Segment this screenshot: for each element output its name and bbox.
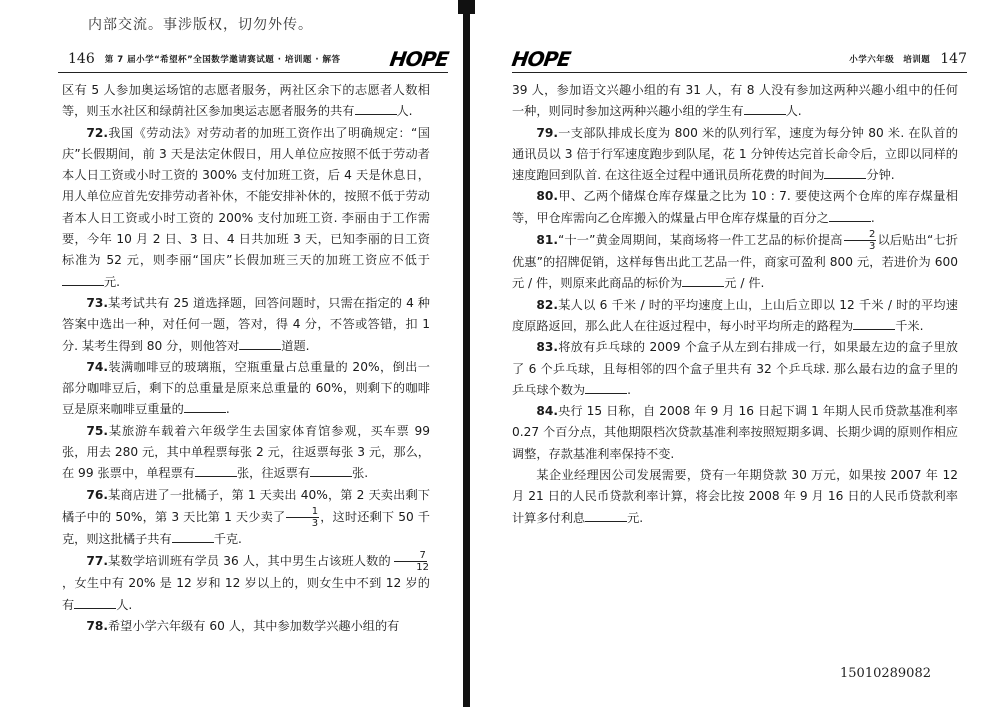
question-number: 76. xyxy=(86,487,108,502)
left-running-head xyxy=(68,48,448,70)
question-number: 77. xyxy=(86,554,108,569)
answer-blank xyxy=(184,400,226,413)
answer-blank xyxy=(853,317,895,330)
question-number: 84. xyxy=(536,404,558,419)
fraction: $\frac{7}{12}$ xyxy=(392,550,429,573)
question-number: 74. xyxy=(86,359,108,374)
answer-blank xyxy=(744,102,786,115)
answer-blank xyxy=(239,337,281,350)
answer-blank xyxy=(355,102,397,115)
question-76: 76.某商店进了一批橘子，第 1 天卖出 40%，第 2 天卖出剩下橘子中的 50%，第 3 天比第 1 天少卖了 $\frac{1}{3}$ ，这时还剩下 50 千克，则这批橘子共有 千克. xyxy=(62,487,430,546)
right-running-head xyxy=(512,48,967,70)
question-83: 83.将放有乒乓球的 2009 个盒子从左到右排成一行，如果最左边的盒子里放了 6 个乒乓球，且每相邻的四个盒子里共有 32 个乒乓球. 那么最右边的盒子里的乒乓球个数为 . xyxy=(512,340,958,397)
hope-logo: HOPE xyxy=(510,47,572,71)
header-rule xyxy=(58,72,448,73)
right-page-content xyxy=(512,80,958,529)
question-71-tail: 区有 5 人参加奥运场馆的志愿者服务，两社区余下的志愿者人数相等，则玉水社区和绿荫社区参加奥运志愿者服务的共有 人. xyxy=(62,83,430,119)
answer-blank xyxy=(74,596,116,609)
question-78-head: 78.希望小学六年级有 60 人，其中参加数学兴趣小组的有 xyxy=(86,618,400,633)
answer-blank xyxy=(829,209,871,222)
answer-blank xyxy=(585,509,627,522)
answer-blank xyxy=(172,530,214,543)
question-80: 80.甲、乙两个储煤仓库存煤量之比为 10 : 7. 要使这两个仓库的库存煤量相等，甲仓库需向乙仓库搬入的煤量占甲仓库存煤量的百分之 . xyxy=(512,189,958,225)
question-72: 72.我国《劳动法》对劳动者的加班工资作出了明确规定：“国庆”长假期间，前 3 天是法定休假日，用人单位应按照不低于劳动者本人日工资或小时工资的 300% 支付加班工资，后 4 天是休息日，用人单位应首先安排劳动者补休，不能安排补休的，按照不低于劳动者本人日工资或小时工资的 200% 支付加班工资. 李丽由于工作需要，今年 10 月 2 日、3 日、4 日共加班 3 天，已知李丽的日工资标准为 52 元，则李丽“国庆”长假加班三天的加班工资应不低于元. xyxy=(62,125,430,289)
answer-blank xyxy=(62,273,104,286)
question-number: 83. xyxy=(536,340,558,355)
question-74: 74.装满咖啡豆的玻璃瓶，空瓶重量占总重量的 20%，倒出一部分咖啡豆后，剩下的总重量是原来总重量的 60%，则剩下的咖啡豆是原来咖啡豆重量的 . xyxy=(62,359,430,417)
question-81: 81.“十一”黄金周期间，某商场将一件工艺品的标价提高 $\frac{2}{3}$ 以后贴出“七折优惠”的招牌促销，这样每售出此工艺品一件，商家可盈利 800 元，若进价为 600 元 / 件，则原来此商品的标价为 元 / 件. xyxy=(512,229,958,291)
question-75: 75.某旅游车载着六年级学生去国家体育馆参观，买车票 99 张，用去 280 元，其中单程票每张 2 元，往返票每张 3 元，那么，在 99 张票中，单程票有 张，往返票有 张. xyxy=(62,423,430,481)
page-number: 147 xyxy=(940,51,967,67)
answer-blank xyxy=(310,464,352,477)
left-page-content xyxy=(62,80,430,637)
question-number: 81. xyxy=(536,233,558,248)
question-73: 73.某考试共有 25 道选择题，回答问题时，只需在指定的 4 种答案中选出一种，对任何一题，答对，得 4 分，不答或答错，扣 1 分. 某考生得到 80 分，则他答对 道题. xyxy=(62,295,430,353)
hope-logo: HOPE xyxy=(388,47,450,71)
question-number: 73. xyxy=(86,295,108,310)
question-number: 72. xyxy=(86,125,108,140)
answer-blank xyxy=(682,274,724,287)
question-number: 79. xyxy=(536,125,558,140)
header-title: 小学六年级 培训题 xyxy=(849,55,931,65)
page-number: 146 xyxy=(68,51,95,67)
phone-number: 15010289082 xyxy=(840,666,931,681)
copyright-watermark: 内部交流。事涉版权，切勿外传。 xyxy=(88,17,313,33)
header-rule xyxy=(512,72,967,73)
question-number: 78. xyxy=(86,618,108,633)
answer-blank xyxy=(824,166,866,179)
fraction: $\frac{1}{3}$ xyxy=(286,506,319,529)
left-page xyxy=(0,0,470,707)
question-number: 80. xyxy=(536,189,558,204)
question-number: 82. xyxy=(536,297,558,312)
question-84: 84.央行 15 日称，自 2008 年 9 月 16 日起下调 1 年期人民币贷款基准利率 0.27 个百分点，其他期限档次贷款基准利率按照短期多调、长期少调的原则作相应调整，存款基准利率保持不变. xyxy=(512,404,958,461)
question-78-tail: 39 人，参加语文兴趣小组的有 31 人，有 8 人没有参加这两种兴趣小组中的任何一种，则同时参加这两种兴趣小组的学生有 人. xyxy=(512,83,958,119)
fraction: $\frac{2}{3}$ xyxy=(844,229,877,252)
question-77: 77.某数学培训班有学员 36 人，其中男生占该班人数的 $\frac{7}{12}$ ，女生中有 20% 是 12 岁和 12 岁以上的，则女生中不到 12 岁的有 人. xyxy=(62,550,430,612)
answer-blank xyxy=(585,381,627,394)
question-84-para2: 某企业经理因公司发展需要，贷有一年期贷款 30 万元，如果按 2007 年 12 月 21 日的人民币贷款利率计算，将会比按 2008 年 9 月 16 日的人民币贷款利率计算多付利息 元. xyxy=(512,468,958,525)
answer-blank xyxy=(195,464,237,477)
header-title: 第 7 届小学“希望杯”全国数学邀请赛试题 · 培训题 · 解答 xyxy=(104,55,341,65)
question-82: 82.某人以 6 千米 / 时的平均速度上山，上山后立即以 12 千米 / 时的平均速度原路返回，那么此人在往返过程中，每小时平均所走的路程为 千米. xyxy=(512,297,958,333)
question-79: 79.一支部队排成长度为 800 米的队列行军，速度为每分钟 80 米. 在队首的通讯员以 3 倍于行军速度跑步到队尾，花 1 分钟传达完首长命令后，立即以同样的速度跑回到队首. 在这往返全过程中通讯员所花费的时间为 分钟. xyxy=(512,125,958,183)
question-number: 75. xyxy=(86,423,108,438)
right-page xyxy=(472,0,1000,707)
